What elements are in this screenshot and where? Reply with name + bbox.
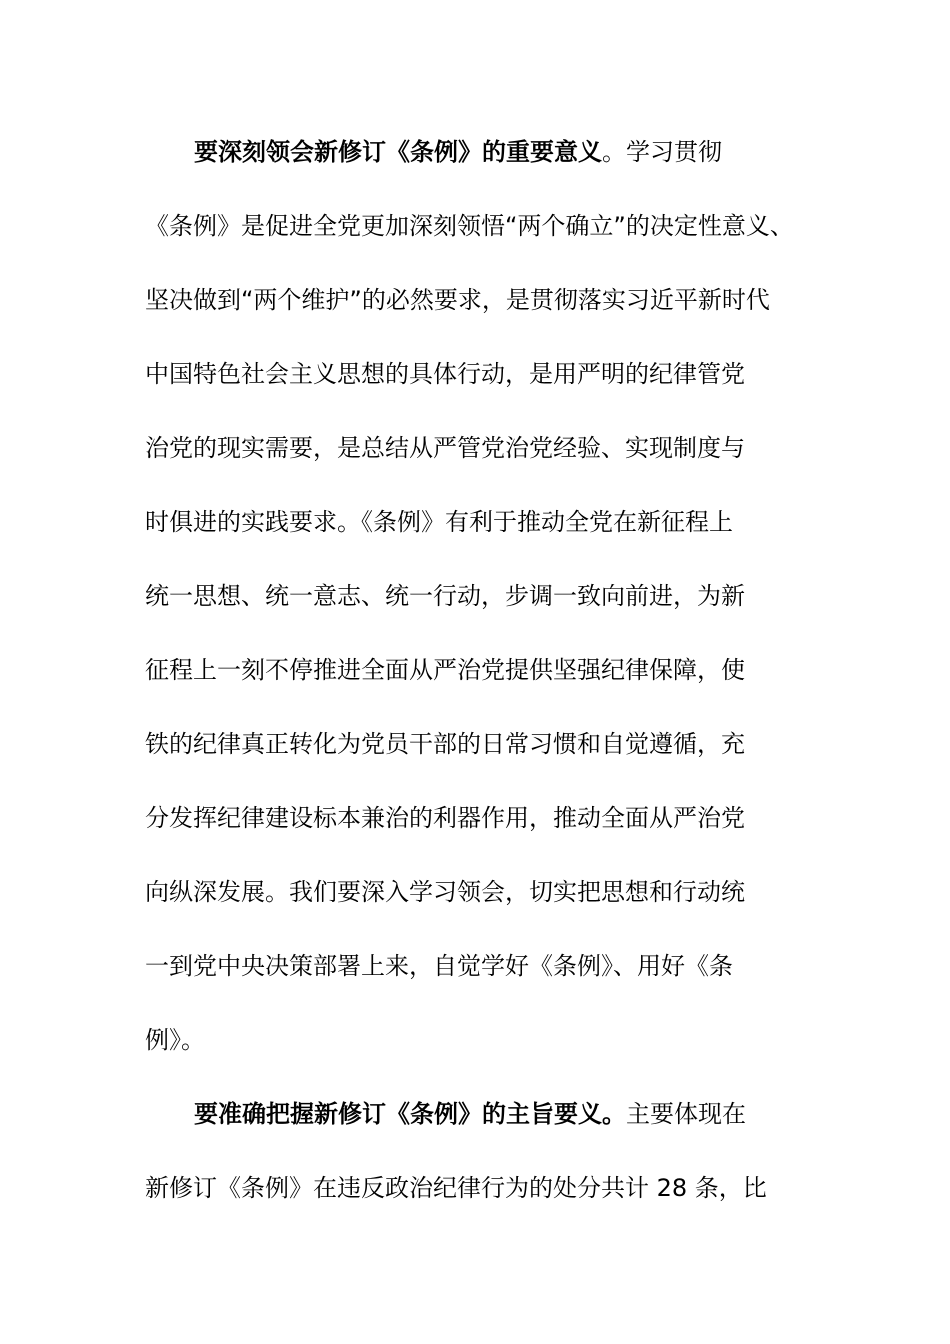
- line-text: 。学习贯彻: [602, 138, 722, 166]
- paragraph-1-line-6: 时俱进的实践要求。《条例》有利于推动全党在新征程上: [145, 508, 733, 536]
- paragraph-1-line-13: 例》。: [145, 1026, 205, 1054]
- section-heading-1: 要深刻领会新修订《条例》的重要意义: [194, 138, 602, 166]
- paragraph-2-line-1: [145, 1084, 815, 1158]
- paragraph-2-line-2: 新修订《条例》在违反政治纪律行为的处分共计 28 条，比: [145, 1174, 767, 1202]
- document-body: [145, 122, 815, 1232]
- paragraph-1-line-9: 铁的纪律真正转化为党员干部的日常习惯和自觉遵循，充: [145, 730, 745, 758]
- paragraph-1-line-11: 向纵深发展。我们要深入学习领会，切实把思想和行动统: [145, 878, 745, 906]
- paragraph-1-line-12: 一到党中央决策部署上来，自觉学好《条例》、用好《条: [145, 952, 733, 980]
- paragraph-1-line-10: 分发挥纪律建设标本兼治的利器作用，推动全面从严治党: [145, 804, 745, 832]
- paragraph-1-line-1: [145, 122, 815, 196]
- paragraph-1-line-5: 治党的现实需要，是总结从严管党治党经验、实现制度与: [145, 434, 745, 462]
- paragraph-1-line-3: 坚决做到“两个维护”的必然要求，是贯彻落实习近平新时代: [145, 286, 770, 314]
- paragraph-1-line-2: 《条例》是促进全党更加深刻领悟“两个确立”的决定性意义、: [145, 212, 794, 240]
- paragraph-1-line-7: 统一思想、统一意志、统一行动，步调一致向前进，为新: [145, 582, 745, 610]
- paragraph-1-line-4: 中国特色社会主义思想的具体行动，是用严明的纪律管党: [145, 360, 745, 388]
- line-text: 主要体现在: [626, 1100, 746, 1128]
- paragraph-1-line-8: 征程上一刻不停推进全面从严治党提供坚强纪律保障，使: [145, 656, 745, 684]
- section-heading-2: 要准确把握新修订《条例》的主旨要义。: [194, 1100, 626, 1128]
